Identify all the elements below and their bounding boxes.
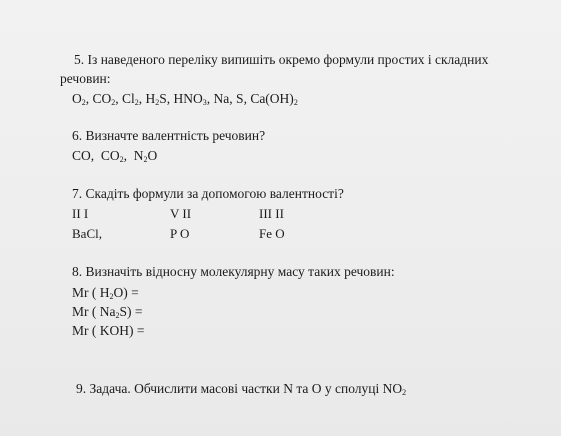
- q5-formula: $Ca(OH)_2$: [250, 91, 298, 107]
- q5-formula: $HNO_3$,: [173, 91, 214, 107]
- q8-item-1: Mr ( $H_2O$) =: [72, 285, 139, 301]
- q7-formula-3: Fe O: [259, 226, 285, 241]
- q7-formula-1: BaCl,: [72, 226, 102, 241]
- q5-formula-list: [72, 91, 298, 107]
- q5-formula: $O_2$,: [72, 91, 93, 107]
- q7-valence-1: II I: [72, 206, 89, 221]
- q7-formula-2: P O: [170, 226, 190, 241]
- q8-item-3: Mr ( KOH) =: [72, 323, 145, 338]
- q8-item-2: Mr ( $Na_2S$) =: [72, 304, 143, 320]
- q5-formula: S,: [236, 91, 251, 106]
- q9-problem: 9. Задача. Обчислити масові частки N та O у сполуці $NO_2$: [76, 381, 407, 397]
- q6-formula: $CO_2$,: [100, 148, 134, 164]
- q5-formula: $Cl_2$,: [122, 91, 146, 107]
- q6-title: 6. Визначте валентність речовин?: [72, 128, 266, 143]
- q7-valence-2: V II: [170, 206, 192, 221]
- q5-formula: $CO_2$,: [92, 91, 123, 107]
- q5-formula: Na,: [213, 91, 237, 106]
- q5-formula: $H_2S$,: [145, 91, 174, 107]
- q7-valence-3: III II: [259, 206, 284, 221]
- q5-title-line2: речовин:: [60, 71, 111, 86]
- q6-formula: CO,: [72, 148, 101, 163]
- q7-title: 7. Скадіть формули за допомогою валентності?: [72, 186, 344, 201]
- q5-title-line1: 5. Із наведеного переліку випишіть окремо формули простих і складних: [74, 52, 489, 67]
- q8-title: 8. Визначіть відносну молекулярну масу таких речовин:: [72, 264, 395, 279]
- q6-formula-list: [72, 148, 157, 164]
- q6-formula: $N_2O$: [133, 148, 158, 164]
